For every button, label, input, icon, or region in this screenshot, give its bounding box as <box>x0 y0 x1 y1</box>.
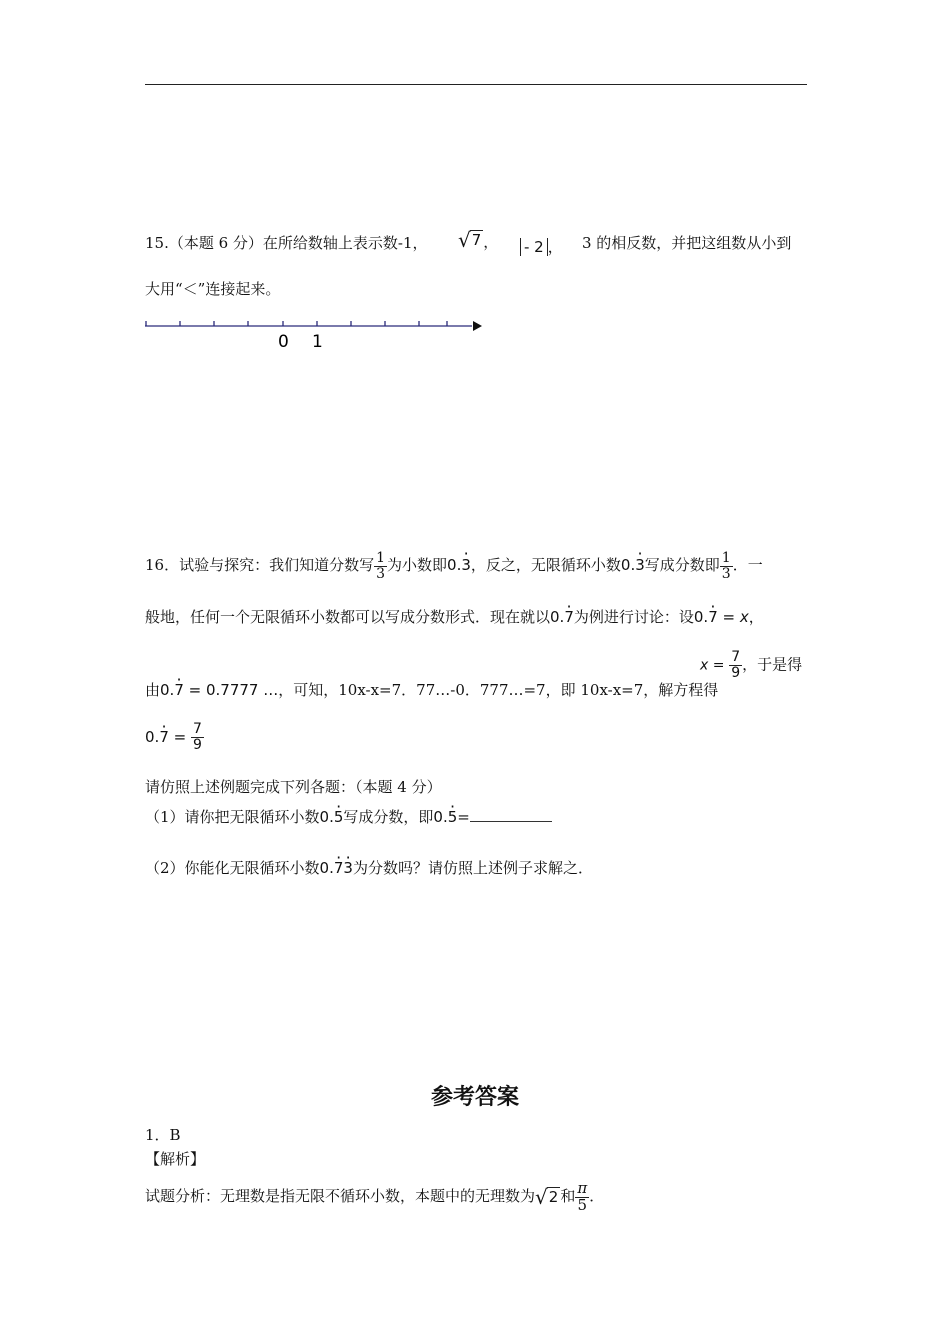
repeating-decimal <box>160 681 184 699</box>
q16-x-equation <box>700 650 802 680</box>
sqrt-sign: √ <box>458 228 471 252</box>
q16-text: ， <box>748 608 764 626</box>
q16-instruction <box>145 776 442 797</box>
repeating-decimal <box>694 608 718 626</box>
q16-text: 16．试验与探究：我们知道分数写 <box>145 556 375 575</box>
frac-den: 3 <box>376 565 386 582</box>
dec-rep: · 3 <box>461 553 471 577</box>
frac-num: 1 <box>721 550 731 566</box>
sqrt-arg: 7 <box>471 231 482 250</box>
x-equals: x = <box>700 657 725 674</box>
dec-int: 0. <box>319 859 334 877</box>
fraction-one-third <box>374 551 387 581</box>
axis-label-zero: 0 <box>278 332 289 352</box>
frac-den: 9 <box>192 736 202 753</box>
q16-line4 <box>145 722 204 752</box>
q16-part2 <box>145 857 593 878</box>
label-text: 【解析】 <box>145 1150 206 1168</box>
dec-int: 0. <box>693 608 709 626</box>
dec-int: 0. <box>447 556 462 575</box>
axis-ticks <box>146 321 447 326</box>
repeating-decimal <box>621 556 645 574</box>
dec-int: 0. <box>550 608 565 626</box>
period: ． <box>589 1187 605 1205</box>
answer-item-1 <box>145 1124 181 1145</box>
equation: = x <box>717 608 749 626</box>
analysis-label <box>145 1148 205 1169</box>
number-line <box>140 316 485 356</box>
dec-rep: · 7 <box>708 608 718 626</box>
q15-line1 <box>145 232 428 253</box>
equals: = <box>457 808 470 826</box>
dec-rep: · 5 <box>334 808 344 826</box>
repeating-decimal <box>145 728 169 746</box>
answers-title: 参考答案 <box>430 1085 519 1110</box>
sqrt-two: √ 2 <box>535 1185 559 1209</box>
q15-text-a: 15.（本题 6 分）在所给数轴上表示数-1， <box>145 234 428 252</box>
q16-text: 为分数吗？请仿照上述例子求解之． <box>352 859 593 877</box>
fraction-one-third <box>720 551 733 581</box>
axis-label-one: 1 <box>312 332 323 352</box>
q16-text: 由 <box>145 681 161 699</box>
equation: = 0.7777 … <box>183 681 279 699</box>
dec-int: 0. <box>319 808 334 826</box>
q16-text: 写成分数即 <box>644 556 720 575</box>
dec-rep: · 7 <box>564 608 574 626</box>
dec-rep: · 3 <box>343 859 353 877</box>
q16-text: （2）你能化无限循环小数 <box>145 859 320 877</box>
frac-den: 5 <box>577 1195 588 1214</box>
dec-rep: · 7 <box>159 728 169 746</box>
sqrt-arg: 2 <box>548 1188 559 1207</box>
repeating-decimal <box>550 608 574 626</box>
equals: = <box>168 728 187 747</box>
comma: ， <box>483 233 499 251</box>
frac-num: 1 <box>376 550 386 566</box>
dec-int: 0. <box>160 681 175 699</box>
q15-line2 <box>145 278 280 299</box>
repeating-decimal <box>320 808 344 826</box>
q15-abs-neg2 <box>520 236 563 257</box>
frac-den: 9 <box>731 664 741 681</box>
q16-text: 为小数即 <box>387 556 448 575</box>
q16-text: （1）请你把无限循环小数 <box>145 808 320 826</box>
frac-num: 7 <box>192 721 202 737</box>
axis-arrow-icon <box>473 321 482 331</box>
dec-rep: · 7 <box>174 681 184 699</box>
dec-rep: · 7 <box>334 859 344 877</box>
fraction-seven-ninths <box>191 722 204 752</box>
dec-int: 0. <box>620 556 636 575</box>
dec-rep: · 5 <box>448 808 458 826</box>
q16-text: 写成分数，即 <box>343 808 434 826</box>
instruction-text: 请仿照上述例题完成下列各题：（本题 4 分） <box>145 778 442 796</box>
q16-part1 <box>145 806 552 827</box>
q16-text: ，可知，10x-x=7．77…-0．777…=7，即 10x-x=7，解方程得 <box>278 681 719 699</box>
fraction-pi-over-five <box>575 1178 589 1214</box>
abs-inner: - 2 <box>520 238 548 256</box>
q16-text: ，于是得 <box>742 655 803 674</box>
repeating-decimal <box>320 859 353 877</box>
q15-text-b: 3 的相反数，并把这组数从小到 <box>582 234 792 252</box>
repeating-decimal <box>433 808 457 826</box>
answer-blank[interactable] <box>470 807 552 822</box>
q16-line2 <box>145 606 764 627</box>
dec-int: 0. <box>433 808 448 826</box>
q16-text: ．一 <box>732 556 763 575</box>
and-text: 和 <box>560 1187 576 1205</box>
q16-line1 <box>145 551 763 581</box>
q16-text: 般地，任何一个无限循环小数都可以写成分数形式．现在就以 <box>145 608 551 626</box>
header-rule <box>145 84 807 85</box>
q16-text: ，反之，无限循环小数 <box>470 556 621 575</box>
comma: ， <box>547 238 563 256</box>
q15-line1-end <box>582 232 791 253</box>
frac-num: 7 <box>731 649 741 665</box>
analysis-body: 试题分析：无理数是指无限不循环小数，本题中的无理数为 <box>145 1187 536 1205</box>
repeating-decimal <box>447 556 471 574</box>
dec-int: 0. <box>145 728 160 747</box>
q15-text-c: 大用“＜”连接起来。 <box>145 280 281 298</box>
fraction-seven-ninths <box>729 650 742 680</box>
frac-num: π <box>577 1178 588 1197</box>
q15-sqrt7 <box>458 230 498 252</box>
answer-text: 1．B <box>145 1126 181 1144</box>
q16-line3 <box>145 679 718 700</box>
analysis-text <box>145 1176 604 1216</box>
frac-den: 3 <box>721 565 731 582</box>
dec-rep: · 3 <box>635 553 645 577</box>
q16-text: 为例进行讨论：设 <box>573 608 694 626</box>
